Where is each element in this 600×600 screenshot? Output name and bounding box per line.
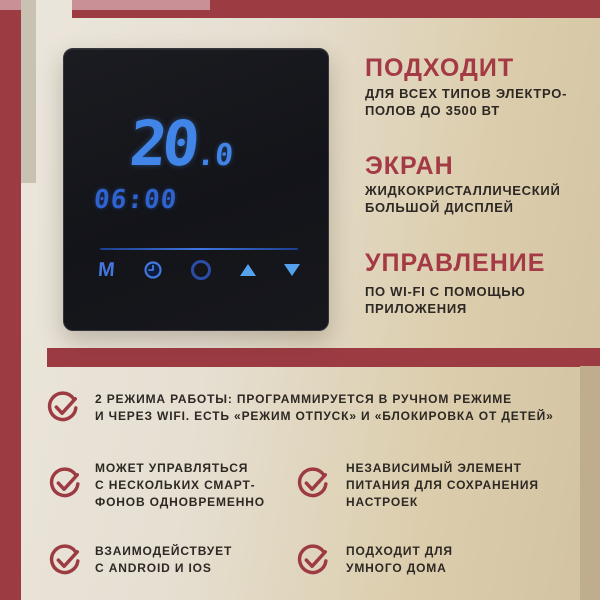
temperature-value: 20 [126, 107, 198, 180]
section-body-screen [365, 182, 561, 216]
feature-line: И ЧЕРЕЗ WIFI. ЕСТЬ «РЕЖИМ ОТПУСК» И «БЛОКИРОВКА ОТ ДЕТЕЙ» [95, 409, 554, 423]
feature-line: ПИТАНИЯ ДЛЯ СОХРАНЕНИЯ [346, 478, 539, 492]
section-body-line: ЖИДКОКРИСТАЛЛИЧЕСКИЙ [365, 183, 561, 198]
deco-middle-red-band [47, 348, 600, 367]
thermostat-device [63, 48, 329, 331]
feature-line: НАСТРОЕК [346, 495, 419, 509]
arrow-up-icon[interactable] [240, 264, 256, 276]
section-body-suitable [365, 85, 567, 119]
power-circle-icon[interactable] [191, 260, 211, 280]
touch-divider-line [100, 248, 298, 250]
section-heading-screen: ЭКРАН [365, 152, 454, 180]
temperature-decimal: .0 [195, 138, 235, 173]
deco-bottomright-tan-strip [580, 366, 600, 600]
feature-line: ФОНОВ ОДНОВРЕМЕННО [95, 495, 265, 509]
section-body-line: ДЛЯ ВСЕХ ТИПОВ ЭЛЕКТРО- [365, 86, 568, 101]
check-circle-icon [48, 467, 81, 500]
deco-topleft-pink-square [0, 0, 21, 10]
feature-line: НЕЗАВИСИМЫЙ ЭЛЕМЕНТ [346, 461, 522, 475]
section-heading-control: УПРАВЛЕНИЕ [365, 249, 546, 277]
feature-multi-smartphone [95, 460, 265, 511]
feature-line: С НЕСКОЛЬКИХ СМАРТ- [95, 478, 256, 492]
feature-line: ПОДХОДИТ ДЛЯ [346, 544, 453, 558]
section-body-line: БОЛЬШОЙ ДИСПЛЕЙ [365, 200, 514, 215]
feature-line: 2 РЕЖИМА РАБОТЫ: ПРОГРАММИРУЕТСЯ В РУЧНОМ РЕЖИМЕ [95, 392, 512, 406]
feature-modes [95, 391, 554, 425]
check-circle-icon [46, 391, 79, 424]
check-circle-icon [48, 544, 81, 577]
feature-line: УМНОГО ДОМА [346, 561, 447, 575]
section-body-line: ПО WI-FI С ПОМОЩЬЮ [365, 284, 526, 299]
check-circle-icon [296, 544, 329, 577]
clock-icon[interactable] [143, 260, 163, 280]
section-heading-suitable: ПОДХОДИТ [365, 54, 515, 82]
section-body-line: ПОЛОВ ДО 3500 ВТ [365, 103, 500, 118]
feature-backup-power [346, 460, 539, 511]
feature-line: С ANDROID И IOS [95, 561, 212, 575]
deco-left-red-bar [0, 10, 21, 600]
section-body-control [365, 283, 525, 317]
feature-line: МОЖЕТ УПРАВЛЯТЬСЯ [95, 461, 249, 475]
time-display: 06:00 [92, 185, 179, 215]
deco-top-pink-band [72, 0, 210, 10]
section-body-line: ПРИЛОЖЕНИЯ [365, 301, 467, 316]
arrow-down-icon[interactable] [284, 264, 300, 276]
feature-android-ios [95, 543, 232, 577]
deco-left-gray-strip [21, 0, 36, 183]
touch-button-row [98, 257, 300, 283]
feature-smart-home [346, 543, 453, 577]
mode-button[interactable]: M [97, 258, 116, 281]
feature-line: ВЗАИМОДЕЙСТВУЕТ [95, 544, 233, 558]
temperature-display [126, 107, 235, 180]
check-circle-icon [296, 467, 329, 500]
